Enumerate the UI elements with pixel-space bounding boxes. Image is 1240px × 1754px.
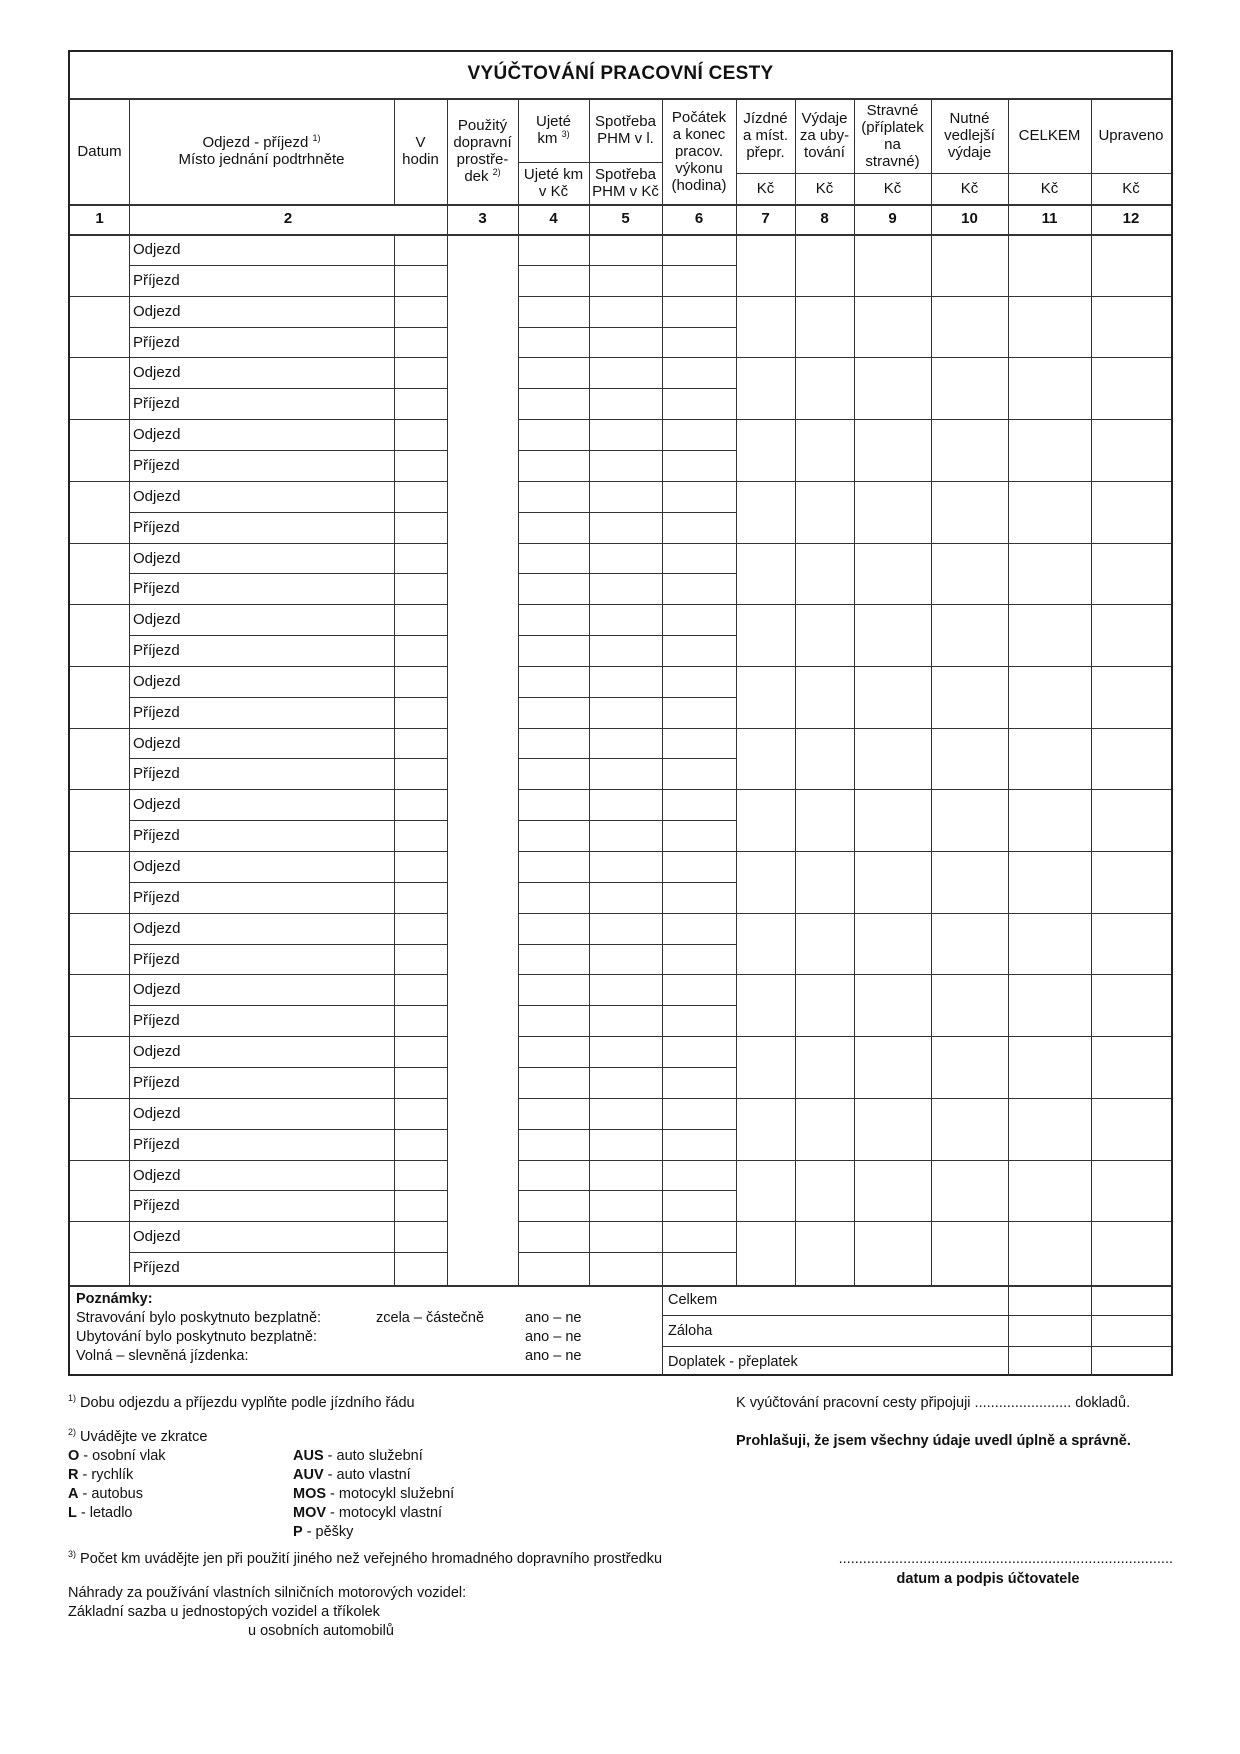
column-number-5: 5 — [621, 210, 630, 227]
signature-line[interactable]: ................................................................................... — [838, 1551, 1173, 1567]
abbreviation-desc: - motocykl služební — [326, 1486, 455, 1502]
abbreviation-code: MOV — [293, 1505, 327, 1521]
header-stravne — [854, 98, 931, 173]
abbreviation-code: AUV — [293, 1467, 324, 1483]
column-number-6: 6 — [694, 210, 704, 227]
header-odjezd-sup: 1) — [312, 133, 321, 143]
abbreviation-item — [293, 1485, 454, 1504]
grid-line-h — [70, 543, 129, 544]
grid-line-h — [518, 1098, 736, 1099]
footnote-2 — [68, 1428, 207, 1447]
notes-stravovani-answer[interactable]: ano – ne — [525, 1310, 582, 1326]
row-label-prijezd: Příjezd — [133, 950, 180, 968]
header-pocatek — [662, 98, 736, 204]
header-pocatek-line2: a konec — [672, 125, 726, 143]
grid-line-h — [70, 913, 129, 914]
footnote-3-sup: 3) — [68, 1549, 77, 1560]
grid-line-v — [1091, 1285, 1092, 1376]
footnote-2-sup: 2) — [68, 1427, 77, 1438]
grid-line-h — [518, 697, 736, 698]
grid-line-h — [736, 604, 1171, 605]
grid-line-h — [736, 481, 1171, 482]
grid-line-v — [447, 98, 448, 1285]
header-vydaje-line1: Výdaje — [801, 110, 848, 127]
grid-line-h — [518, 820, 736, 821]
header-ujete-kc-line2: v Kč — [538, 183, 569, 200]
header-ujete-km — [518, 98, 589, 162]
grid-line-h — [736, 851, 1171, 852]
grid-line-h — [518, 419, 736, 420]
grid-line-v — [518, 98, 519, 1285]
row-label-odjezd: Odjezd — [133, 919, 181, 937]
abbreviation-code: A — [68, 1486, 79, 1502]
abbreviation-desc: - auto služební — [323, 1448, 423, 1464]
grid-line-h — [736, 543, 1171, 544]
row-label-odjezd: Odjezd — [133, 611, 181, 629]
row-label-prijezd: Příjezd — [133, 765, 180, 783]
header-kc-11: Kč — [1040, 180, 1059, 197]
form-title: VYÚČTOVÁNÍ PRACOVNÍ CESTY — [467, 63, 774, 84]
abbreviation-code: R — [68, 1467, 79, 1483]
grid-line-h — [70, 1285, 1171, 1287]
nahrady-line3: u osobních automobilů — [248, 1623, 394, 1639]
row-label-odjezd: Odjezd — [133, 981, 181, 999]
row-label-odjezd: Odjezd — [133, 426, 181, 444]
grid-line-h — [736, 974, 1171, 975]
header-jizdne-line1: Jízdné — [743, 110, 788, 127]
header-pouzity-line1: Použitý — [457, 117, 508, 134]
nahrady-line2: Základní sazba u jednostopých vozidel a tříkolek — [68, 1604, 380, 1620]
row-label-prijezd: Příjezd — [133, 580, 180, 598]
row-label-prijezd: Příjezd — [133, 518, 180, 536]
grid-line-v — [394, 234, 395, 1285]
header-pouzity — [447, 98, 518, 204]
column-number-2: 2 — [283, 210, 293, 227]
row-label-odjezd: Odjezd — [133, 1166, 181, 1184]
row-label-prijezd: Příjezd — [133, 395, 180, 413]
row-label-odjezd: Odjezd — [133, 302, 181, 320]
abbreviation-code: MOS — [293, 1486, 327, 1502]
row-label-odjezd: Odjezd — [133, 672, 181, 690]
grid-line-h — [518, 450, 736, 451]
row-label-odjezd: Odjezd — [133, 1228, 181, 1246]
footnote-3 — [68, 1550, 662, 1569]
abbreviation-item — [293, 1447, 454, 1466]
abbreviation-desc: - osobní vlak — [79, 1448, 166, 1464]
grid-line-h — [70, 851, 129, 852]
grid-line-h — [518, 1005, 736, 1006]
row-label-prijezd: Příjezd — [133, 271, 180, 289]
column-number-7: 7 — [761, 210, 770, 227]
grid-line-h — [518, 974, 736, 975]
grid-line-h — [518, 512, 736, 513]
grid-line-v — [736, 98, 737, 1285]
grid-line-h — [70, 666, 129, 667]
header-kc-7: Kč — [756, 180, 775, 197]
header-spotreba-kc-line1: Spotřeba — [595, 166, 656, 183]
grid-line-h — [70, 1160, 129, 1161]
abbreviation-code: AUS — [293, 1448, 324, 1464]
grid-line-h — [736, 728, 1171, 729]
header-stravne-line2: (příplatek — [861, 118, 924, 136]
grid-line-v — [662, 1285, 663, 1376]
row-label-odjezd: Odjezd — [133, 364, 181, 382]
grid-line-h — [70, 1221, 129, 1222]
grid-line-h — [70, 604, 129, 605]
grid-line-h — [736, 666, 1171, 667]
header-spotreba-line2: PHM v l. — [597, 130, 654, 147]
grid-line-h — [70, 789, 129, 790]
header-spotreba-kc-line2: PHM v Kč — [592, 183, 659, 200]
column-number-1: 1 — [95, 210, 104, 227]
grid-line-h — [736, 296, 1171, 297]
grid-line-h — [518, 1067, 736, 1068]
header-jizdne — [736, 98, 795, 173]
header-vydaje-line2: za uby- — [799, 127, 850, 144]
grid-line-v — [931, 98, 932, 1285]
notes-ubytovani-label: Ubytování bylo poskytnuto bezplatně: — [76, 1329, 318, 1345]
column-number-9: 9 — [888, 210, 897, 227]
header-v-hodin-line2: hodin — [402, 151, 439, 168]
grid-line-h — [736, 913, 1171, 914]
column-number-8: 8 — [820, 210, 829, 227]
column-number-3: 3 — [478, 210, 487, 227]
header-nutne-line1: Nutné — [949, 110, 990, 127]
grid-line-h — [518, 913, 736, 914]
abbreviation-item — [293, 1523, 454, 1542]
grid-line-h — [518, 882, 736, 883]
grid-line-h — [70, 1098, 129, 1099]
footnote-1-sup: 1) — [68, 1393, 77, 1404]
grid-line-h — [518, 388, 736, 389]
notes-jizdenka-answer[interactable]: ano – ne — [525, 1348, 582, 1364]
header-celkem-text: CELKEM — [1018, 127, 1081, 144]
grid-line-h — [518, 635, 736, 636]
abbreviation-code: P — [293, 1524, 303, 1540]
footnote-2-text: Uvádějte ve zkratce — [80, 1429, 208, 1445]
declaration-text: Prohlašuji, že jsem všechny údaje uvedl úplně a správně. — [736, 1433, 1131, 1449]
header-pocatek-line1: Počátek — [671, 108, 727, 126]
grid-line-h — [736, 1160, 1171, 1161]
header-pouzity-sup: 2) — [492, 167, 501, 177]
grid-line-h — [70, 357, 129, 358]
column-number-10: 10 — [961, 210, 978, 227]
header-v-hodin — [394, 98, 447, 204]
grid-line-h — [736, 419, 1171, 420]
row-label-odjezd: Odjezd — [133, 858, 181, 875]
header-nutne — [931, 98, 1008, 173]
grid-line-h — [518, 1160, 736, 1161]
abbreviation-desc: - rychlík — [78, 1467, 134, 1483]
column-number-4: 4 — [549, 210, 558, 227]
header-pocatek-line3: pracov. — [674, 142, 724, 160]
header-odjezd-line2: Místo jednání podtrhněte — [178, 151, 345, 168]
grid-line-h — [518, 265, 736, 266]
grid-line-h — [518, 789, 736, 790]
grid-line-h — [736, 1036, 1171, 1037]
abbreviation-item — [293, 1466, 454, 1485]
grid-line-h — [70, 1036, 129, 1037]
grid-line-h — [70, 974, 129, 975]
abbreviation-desc: - autobus — [78, 1486, 143, 1502]
header-jizdne-line3: přepr. — [746, 144, 785, 161]
notes-ubytovani-answer[interactable]: ano – ne — [525, 1329, 582, 1345]
row-label-prijezd: Příjezd — [133, 888, 180, 906]
grid-line-h — [736, 789, 1171, 790]
grid-line-h — [518, 327, 736, 328]
header-upraveno — [1091, 98, 1171, 173]
row-label-prijezd: Příjezd — [133, 333, 180, 351]
abbreviation-desc: - auto vlastní — [323, 1467, 411, 1483]
header-datum-text: Datum — [77, 142, 122, 160]
abbreviations-right — [293, 1447, 454, 1542]
notes-heading: Poznámky: — [76, 1291, 153, 1307]
grid-line-h — [518, 357, 736, 358]
header-celkem — [1008, 98, 1091, 173]
grid-line-h — [736, 1098, 1171, 1099]
column-number-12: 12 — [1122, 210, 1140, 227]
grid-line-h — [736, 357, 1171, 358]
signature-label: datum a podpis účtovatele — [896, 1571, 1080, 1587]
grid-line-h — [518, 604, 736, 605]
header-ujete-kc — [518, 162, 589, 204]
grid-line-h — [70, 419, 129, 420]
abbreviation-item — [68, 1504, 166, 1523]
header-pouzity-line2: dopravní — [453, 134, 512, 151]
notes-jizdenka-label: Volná – slevněná jízdenka: — [76, 1348, 249, 1364]
header-vydaje-line3: tování — [804, 144, 845, 161]
abbreviation-desc: - motocykl vlastní — [326, 1505, 443, 1521]
totals-zaloha-label: Záloha — [668, 1323, 713, 1339]
grid-line-v — [129, 98, 130, 1285]
nahrady-line1: Náhrady za používání vlastních silničních motorových vozidel: — [68, 1585, 467, 1601]
grid-line-h — [518, 666, 736, 667]
row-label-prijezd: Příjezd — [133, 1197, 180, 1215]
header-stravne-line3: na — [884, 135, 901, 153]
grid-line-h — [518, 481, 736, 482]
header-ujete-kc-line1: Ujeté km — [523, 166, 584, 183]
grid-line-h — [518, 1129, 736, 1130]
abbreviation-item — [68, 1447, 166, 1466]
grid-line-h — [518, 851, 736, 852]
header-ujete-sup: 3) — [561, 129, 570, 139]
grid-line-h — [518, 1221, 736, 1222]
header-vydaje — [795, 98, 854, 173]
row-label-prijezd: Příjezd — [133, 1012, 180, 1030]
grid-line-v — [1091, 98, 1092, 1285]
grid-line-h — [70, 204, 1171, 206]
grid-line-v — [1008, 98, 1009, 1285]
abbreviation-code: O — [68, 1448, 80, 1464]
header-upraveno-text: Upraveno — [1098, 127, 1164, 144]
row-label-prijezd: Příjezd — [133, 1259, 180, 1277]
grid-line-v — [662, 98, 663, 1285]
row-label-prijezd: Příjezd — [133, 1073, 180, 1091]
header-stravne-line1: Stravné — [866, 101, 919, 119]
column-number-11: 11 — [1041, 210, 1058, 227]
footnote-1 — [68, 1394, 415, 1413]
header-pocatek-line4: výkonu — [675, 159, 723, 177]
abbreviation-desc: - pěšky — [302, 1524, 354, 1540]
attachments-line: K vyúčtování pracovní cesty připojuji ........................ dokladů. — [736, 1395, 1131, 1411]
row-label-odjezd: Odjezd — [133, 796, 181, 814]
header-kc-9: Kč — [883, 180, 902, 197]
row-label-prijezd: Příjezd — [133, 1135, 180, 1153]
row-label-odjezd: Odjezd — [133, 734, 181, 752]
header-odjezd-line1: Odjezd - příjezd — [202, 134, 309, 151]
grid-line-h — [70, 234, 1171, 236]
header-ujete-line2: km — [537, 130, 558, 147]
grid-line-h — [518, 543, 736, 544]
grid-line-v — [589, 98, 590, 1285]
header-stravne-line4: stravné) — [865, 152, 920, 170]
grid-line-v — [1008, 1285, 1009, 1376]
abbreviation-item — [293, 1504, 454, 1523]
header-nutne-line3: výdaje — [947, 144, 992, 161]
grid-line-h — [662, 1315, 1171, 1316]
grid-line-h — [518, 728, 736, 729]
row-label-prijezd: Příjezd — [133, 827, 180, 845]
grid-line-h — [736, 1221, 1171, 1222]
grid-line-v — [854, 98, 855, 1285]
abbreviation-desc: - letadlo — [76, 1505, 133, 1521]
grid-line-h — [70, 481, 129, 482]
grid-line-h — [518, 1252, 736, 1253]
header-v-hodin-line1: V — [415, 134, 426, 151]
header-spotreba-kc — [589, 162, 662, 204]
row-label-odjezd: Odjezd — [133, 487, 181, 505]
footnote-3-text: Počet km uvádějte jen při použití jiného než veřejného hromadného dopravního prostředku — [80, 1551, 663, 1567]
header-kc-10: Kč — [960, 180, 979, 197]
grid-line-v — [795, 98, 796, 1285]
header-kc-12: Kč — [1122, 180, 1140, 197]
row-label-odjezd: Odjezd — [133, 1043, 181, 1061]
row-label-odjezd: Odjezd — [133, 241, 181, 258]
row-label-odjezd: Odjezd — [133, 549, 181, 567]
notes-stravovani-option[interactable]: zcela – částečně — [376, 1310, 485, 1326]
abbreviation-item — [68, 1466, 166, 1485]
abbreviation-code: L — [68, 1505, 77, 1521]
grid-line-h — [518, 296, 736, 297]
grid-line-h — [518, 944, 736, 945]
grid-line-h — [518, 758, 736, 759]
abbreviations-left — [68, 1447, 166, 1523]
grid-line-h — [518, 1036, 736, 1037]
header-kc-8: Kč — [815, 180, 834, 197]
row-label-prijezd: Příjezd — [133, 642, 180, 660]
grid-line-h — [518, 573, 736, 574]
footnote-1-text: Dobu odjezdu a příjezdu vyplňte podle jízdního řádu — [80, 1395, 415, 1411]
grid-line-h — [70, 296, 129, 297]
header-datum — [70, 98, 129, 204]
totals-celkem-label: Celkem — [668, 1292, 718, 1308]
header-jizdne-line2: a míst. — [742, 127, 788, 144]
header-nutne-line2: vedlejší — [944, 127, 995, 144]
row-label-prijezd: Příjezd — [133, 703, 180, 721]
header-pouzity-line4: dek — [464, 168, 489, 185]
grid-line-h — [518, 1190, 736, 1191]
header-odjezd — [129, 98, 394, 204]
totals-doplatek-label: Doplatek - přeplatek — [668, 1354, 798, 1370]
grid-line-h — [70, 728, 129, 729]
notes-stravovani-label: Stravování bylo poskytnuto bezplatně: — [76, 1310, 322, 1326]
header-pouzity-line3: prostře- — [456, 151, 509, 168]
row-label-odjezd: Odjezd — [133, 1104, 181, 1122]
header-pocatek-line5: (hodina) — [671, 176, 727, 194]
row-label-prijezd: Příjezd — [133, 456, 180, 474]
abbreviation-item — [68, 1485, 166, 1504]
header-spotreba-line1: Spotřeba — [595, 113, 656, 130]
header-spotreba — [589, 98, 662, 162]
header-ujete-line1: Ujeté — [535, 113, 572, 130]
